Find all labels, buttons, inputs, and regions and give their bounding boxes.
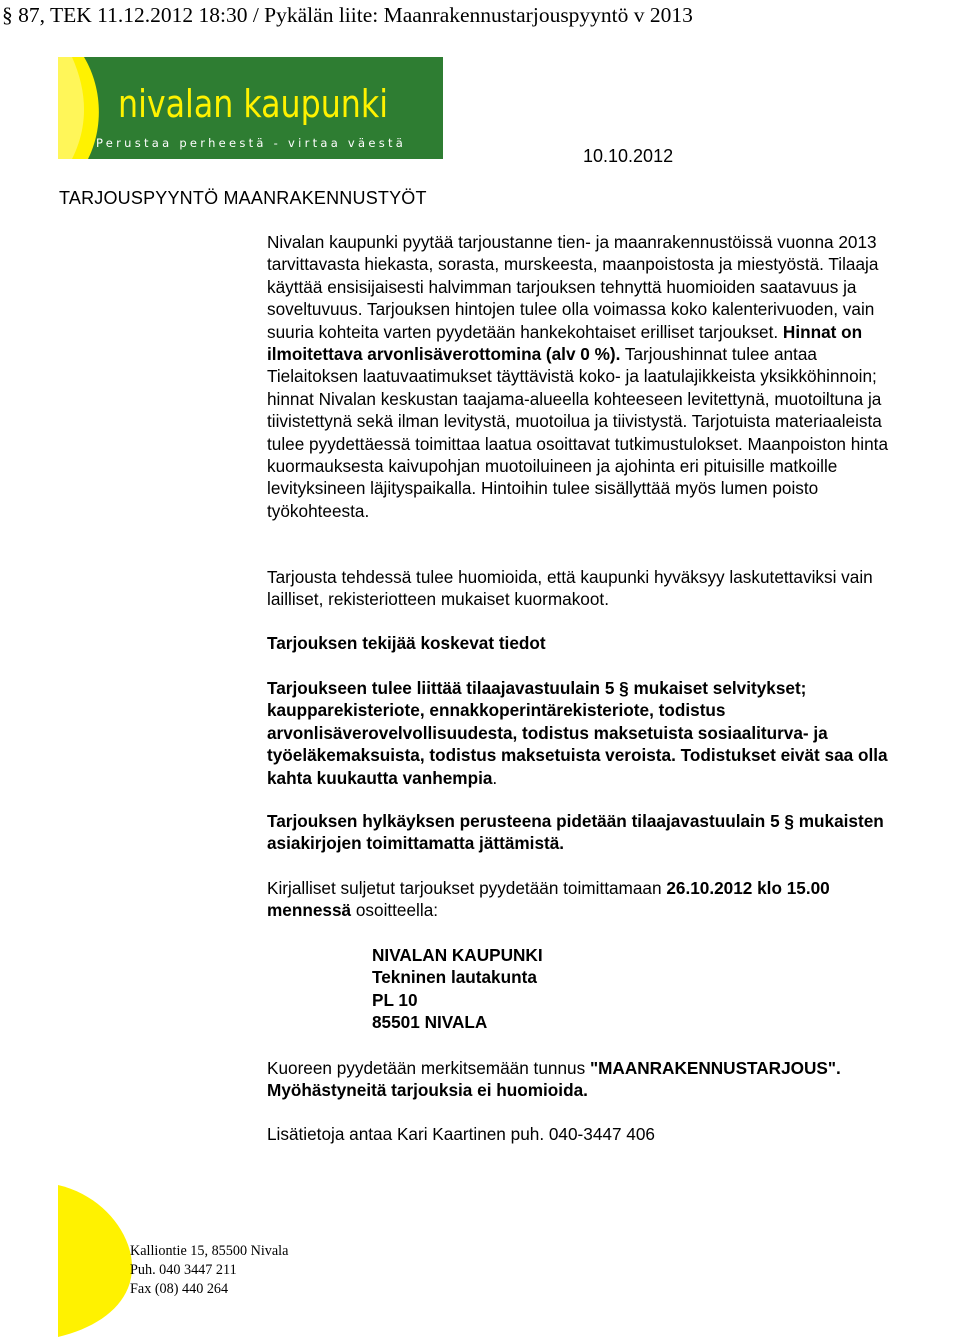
footer-leaf-graphic: [58, 1185, 138, 1337]
requirements-paragraph: [267, 677, 907, 789]
invoicing-text: Tarjousta tehdessä tulee huomioida, että kaupunki hyväksyy laskutettaviksi vain lailliset, rekisteriotteen mukaiset kuormakoot.: [267, 567, 873, 610]
address-line-3: PL 10: [372, 989, 418, 1010]
address-line-2: Tekninen lautakunta: [372, 967, 537, 988]
footer-fax: Fax (08) 440 264: [130, 1281, 229, 1297]
deadline-rest: osoitteella:: [351, 900, 439, 921]
footer-contact: [130, 1242, 288, 1299]
envelope-code: "MAANRAKENNUSTARJOUS". Myöhästyneitä tarjouksia ei huomioida.: [267, 1058, 841, 1101]
intro-text: Nivalan kaupunki pyytää tarjoustanne tien- ja maanrakennustöissä vuonna 2013 tarvittavasta hiekasta, sorasta, murskeesta, maanpoistosta ja miestyöstä. Tilaaja käyttää ensisijaisesti halvimman tarjouksen tehnyttä huomioiden saatavuus ja soveltuvuus. Tarjouksen hintojen tulee olla voimassa koko kalenterivuoden, vain suuria kohteita varten pyydetään hankekohtaiset erilliset tarjoukset.: [267, 232, 879, 342]
intro-rest: Tarjoushinnat tulee antaa Tielaitoksen laatuvaatimukset täyttävistä koko- ja laatulajikkeista yksikköhinnoin; hinnat Nivalan keskustan taajama-alueella kohteeseen levitettynä, muotoiltuna ja tiivistettynä sekä ilman levitystä, muotoilua ja tiivistystä. Tarjotuista materiaaleista tulee pyydettäessä toimittaa laatua osoittavat tutkimustulokset. Maanpoiston hinta kuormauksesta kaivupohjan muotoiluineen ja ajohinta eri pituisille matkoille levityksineen läjityspaikalla. Hintoihin tulee sisällyttää myös lumen poisto työkohteesta.: [267, 344, 889, 521]
deadline-date: 26.10.2012 klo 15.00 mennessä: [267, 878, 830, 921]
address-line-1: NIVALAN KAUPUNKI: [372, 945, 543, 965]
deadline-paragraph: [267, 877, 907, 922]
rejection-paragraph: Tarjouksen hylkäyksen perusteena pidetään tilaajavastuulain 5 § mukaisten asiakirjojen toimittamatta jättämistä.: [267, 811, 884, 854]
deadline-text: Kirjalliset suljetut tarjoukset pyydetään toimittamaan: [267, 878, 667, 898]
document-date: 10.10.2012: [583, 146, 674, 166]
envelope-text: Kuoreen pyydetään merkitsemään tunnus: [267, 1058, 590, 1078]
intro-paragraph: [267, 231, 907, 522]
requirements-end: .: [492, 767, 498, 788]
document-title: TARJOUSPYYNTÖ MAANRAKENNUSTYÖT: [59, 188, 427, 208]
section-heading: Tarjouksen tekijää koskevat tiedot: [267, 633, 546, 653]
city-logo: [58, 57, 443, 159]
contact-paragraph: Lisätietoja antaa Kari Kaartinen puh. 040-3447 406: [267, 1124, 655, 1144]
logo-wordmark: nivalan kaupunki: [118, 82, 388, 126]
envelope-paragraph: [267, 1057, 907, 1102]
footer-phone: Puh. 040 3447 211: [130, 1262, 237, 1278]
logo-slogan: Perustaa perheestä - virtaa väestä: [96, 136, 406, 150]
invoicing-paragraph: [267, 566, 907, 611]
page-header: § 87, TEK 11.12.2012 18:30 / Pykälän liite: Maanrakennustarjouspyyntö v 2013: [2, 3, 693, 27]
delivery-address: [372, 944, 543, 1034]
footer-address: Kalliontie 15, 85500 Nivala: [130, 1243, 289, 1259]
intro-bold: Hinnat on ilmoitettava arvonlisäverottomina (alv 0 %).: [267, 321, 863, 365]
requirements-text: Tarjoukseen tulee liittää tilaajavastuulain 5 § mukaiset selvitykset; kaupparekisteriote, ennakkoperintärekisteriote, todistus arvonlisäverovelvollisuudesta, todistus maksetuista sosiaaliturva- ja työeläkemaksuista, todistus maksetuista veroista. Todistukset eivät saa olla kahta kuukautta vanhempia: [267, 678, 888, 788]
address-line-4: 85501 NIVALA: [372, 1012, 488, 1033]
